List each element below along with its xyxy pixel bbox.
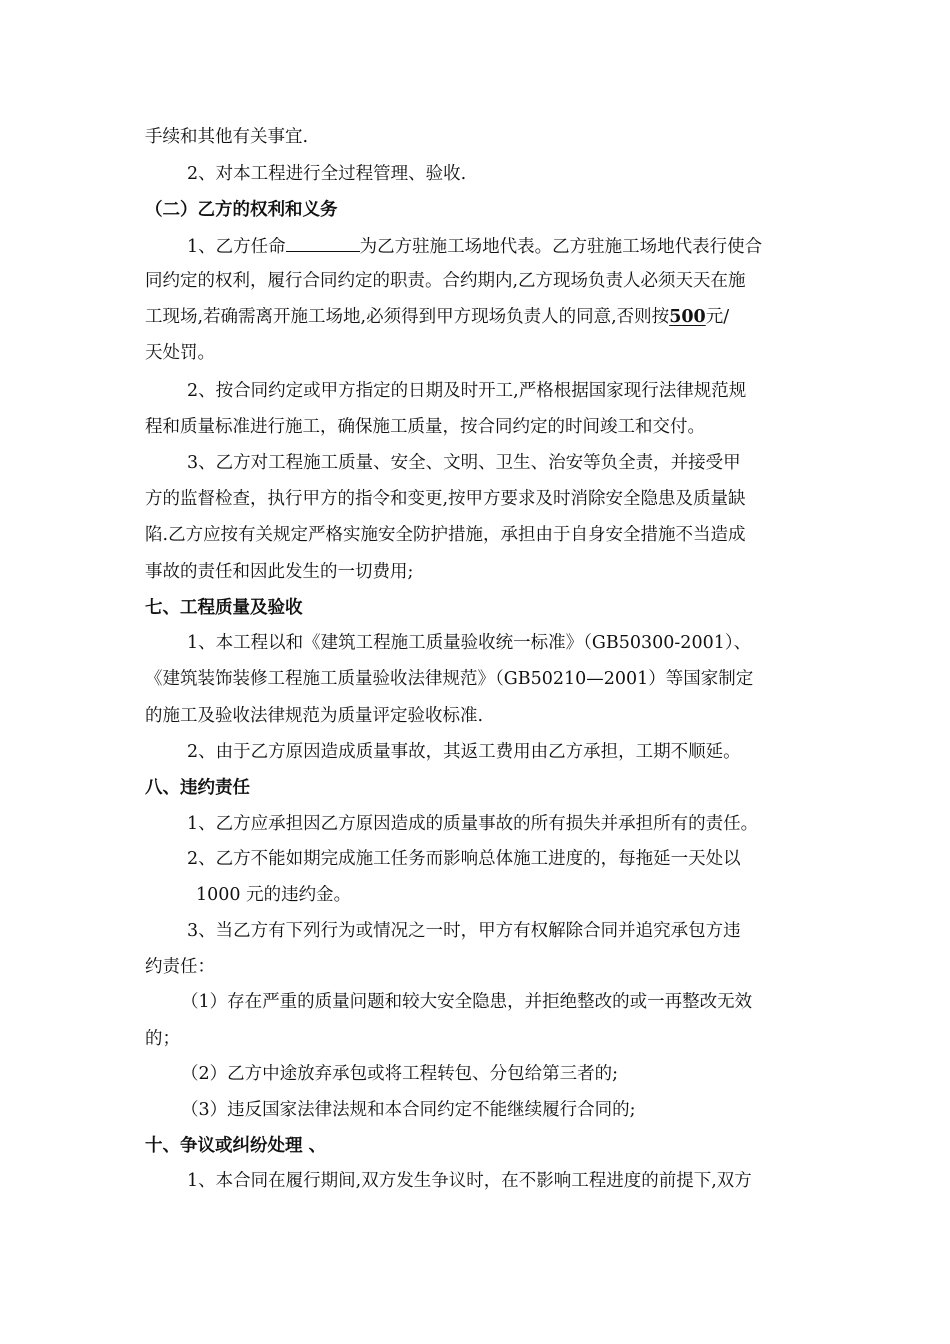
paragraph-line: （1）存在严重的质量问题和较大安全隐患，并拒绝整改的或一再整改无效 (181, 992, 753, 1012)
paragraph-line: （2）乙方中途放弃承包或将工程转包、分包给第三者的; (181, 1064, 619, 1084)
paragraph-line: 1、乙方应承担因乙方原因造成的质量事故的所有损失并承担所有的责任。 (187, 814, 759, 834)
line-text: 元/ (705, 307, 730, 327)
paragraph-line: 1000 元的违约金。 (196, 885, 352, 905)
paragraph-line: 陷.乙方应按有关规定严格实施安全防护措施，承担由于自身安全措施不当造成 (145, 525, 746, 545)
section-heading: 七、工程质量及验收 (145, 598, 303, 618)
paragraph-line: 2、由于乙方原因造成质量事故，其返工费用由乙方承担，工期不顺延。 (187, 742, 741, 762)
paragraph-line: 1、本合同在履行期间,双方发生争议时，在不影响工程进度的前提下,双方 (187, 1171, 752, 1191)
paragraph-line: 手续和其他有关事宜. (145, 127, 309, 147)
line-text: 为乙方驻施工场地代表。乙方驻施工场地代表行使合 (359, 237, 763, 257)
paragraph-line: （3）违反国家法律法规和本合同约定不能继续履行合同的; (181, 1100, 636, 1120)
paragraph-line: 天处罚。 (145, 343, 215, 363)
line-text: 1、乙方任命 (187, 237, 286, 257)
paragraph-line (145, 306, 950, 328)
section-heading: 十、争议或纠纷处理 、 (145, 1136, 327, 1156)
paragraph-line: 3、当乙方有下列行为或情况之一时，甲方有权解除合同并追究承包方违 (187, 921, 741, 941)
paragraph-line: 《建筑装饰装修工程施工质量验收法律规范》（GB50210—2001）等国家制定 (145, 669, 754, 689)
paragraph-line: 3、乙方对工程施工质量、安全、文明、卫生、治安等负全责，并接受甲 (187, 453, 741, 473)
paragraph-line: 2、按合同约定或甲方指定的日期及时开工,严格根据国家现行法律规范规 (187, 381, 747, 401)
paragraph-line: 事故的责任和因此发生的一切费用; (145, 562, 414, 582)
blank-underline (286, 235, 360, 252)
paragraph-line: 方的监督检查，执行甲方的指令和变更,按甲方要求及时消除安全隐患及质量缺 (145, 489, 746, 509)
paragraph-line: 约责任： (145, 957, 215, 977)
paragraph-line: 1、本工程以和《建筑工程施工质量验收统一标准》（GB50300-2001）、 (187, 633, 752, 653)
paragraph-line: 2、对本工程进行全过程管理、验收. (187, 164, 467, 184)
paragraph-line: 同约定的权利，履行合同约定的职责。合约期内,乙方现场负责人必须天天在施 (145, 271, 746, 291)
penalty-amount: 500 (669, 307, 706, 327)
paragraph-line: 的； (145, 1029, 180, 1049)
section-heading: 八、违约责任 (145, 778, 250, 798)
paragraph-line: 的施工及验收法律规范为质量评定验收标准. (145, 706, 484, 726)
paragraph-line: 2、乙方不能如期完成施工任务而影响总体施工进度的，每拖延一天处以 (187, 849, 741, 869)
paragraph-line: 程和质量标准进行施工，确保施工质量，按合同约定的时间竣工和交付。 (145, 417, 705, 437)
section-heading: （二）乙方的权利和义务 (145, 200, 338, 220)
line-text: 工现场,若确需离开施工场地,必须得到甲方现场负责人的同意,否则按 (145, 307, 670, 327)
paragraph-line (187, 235, 950, 258)
